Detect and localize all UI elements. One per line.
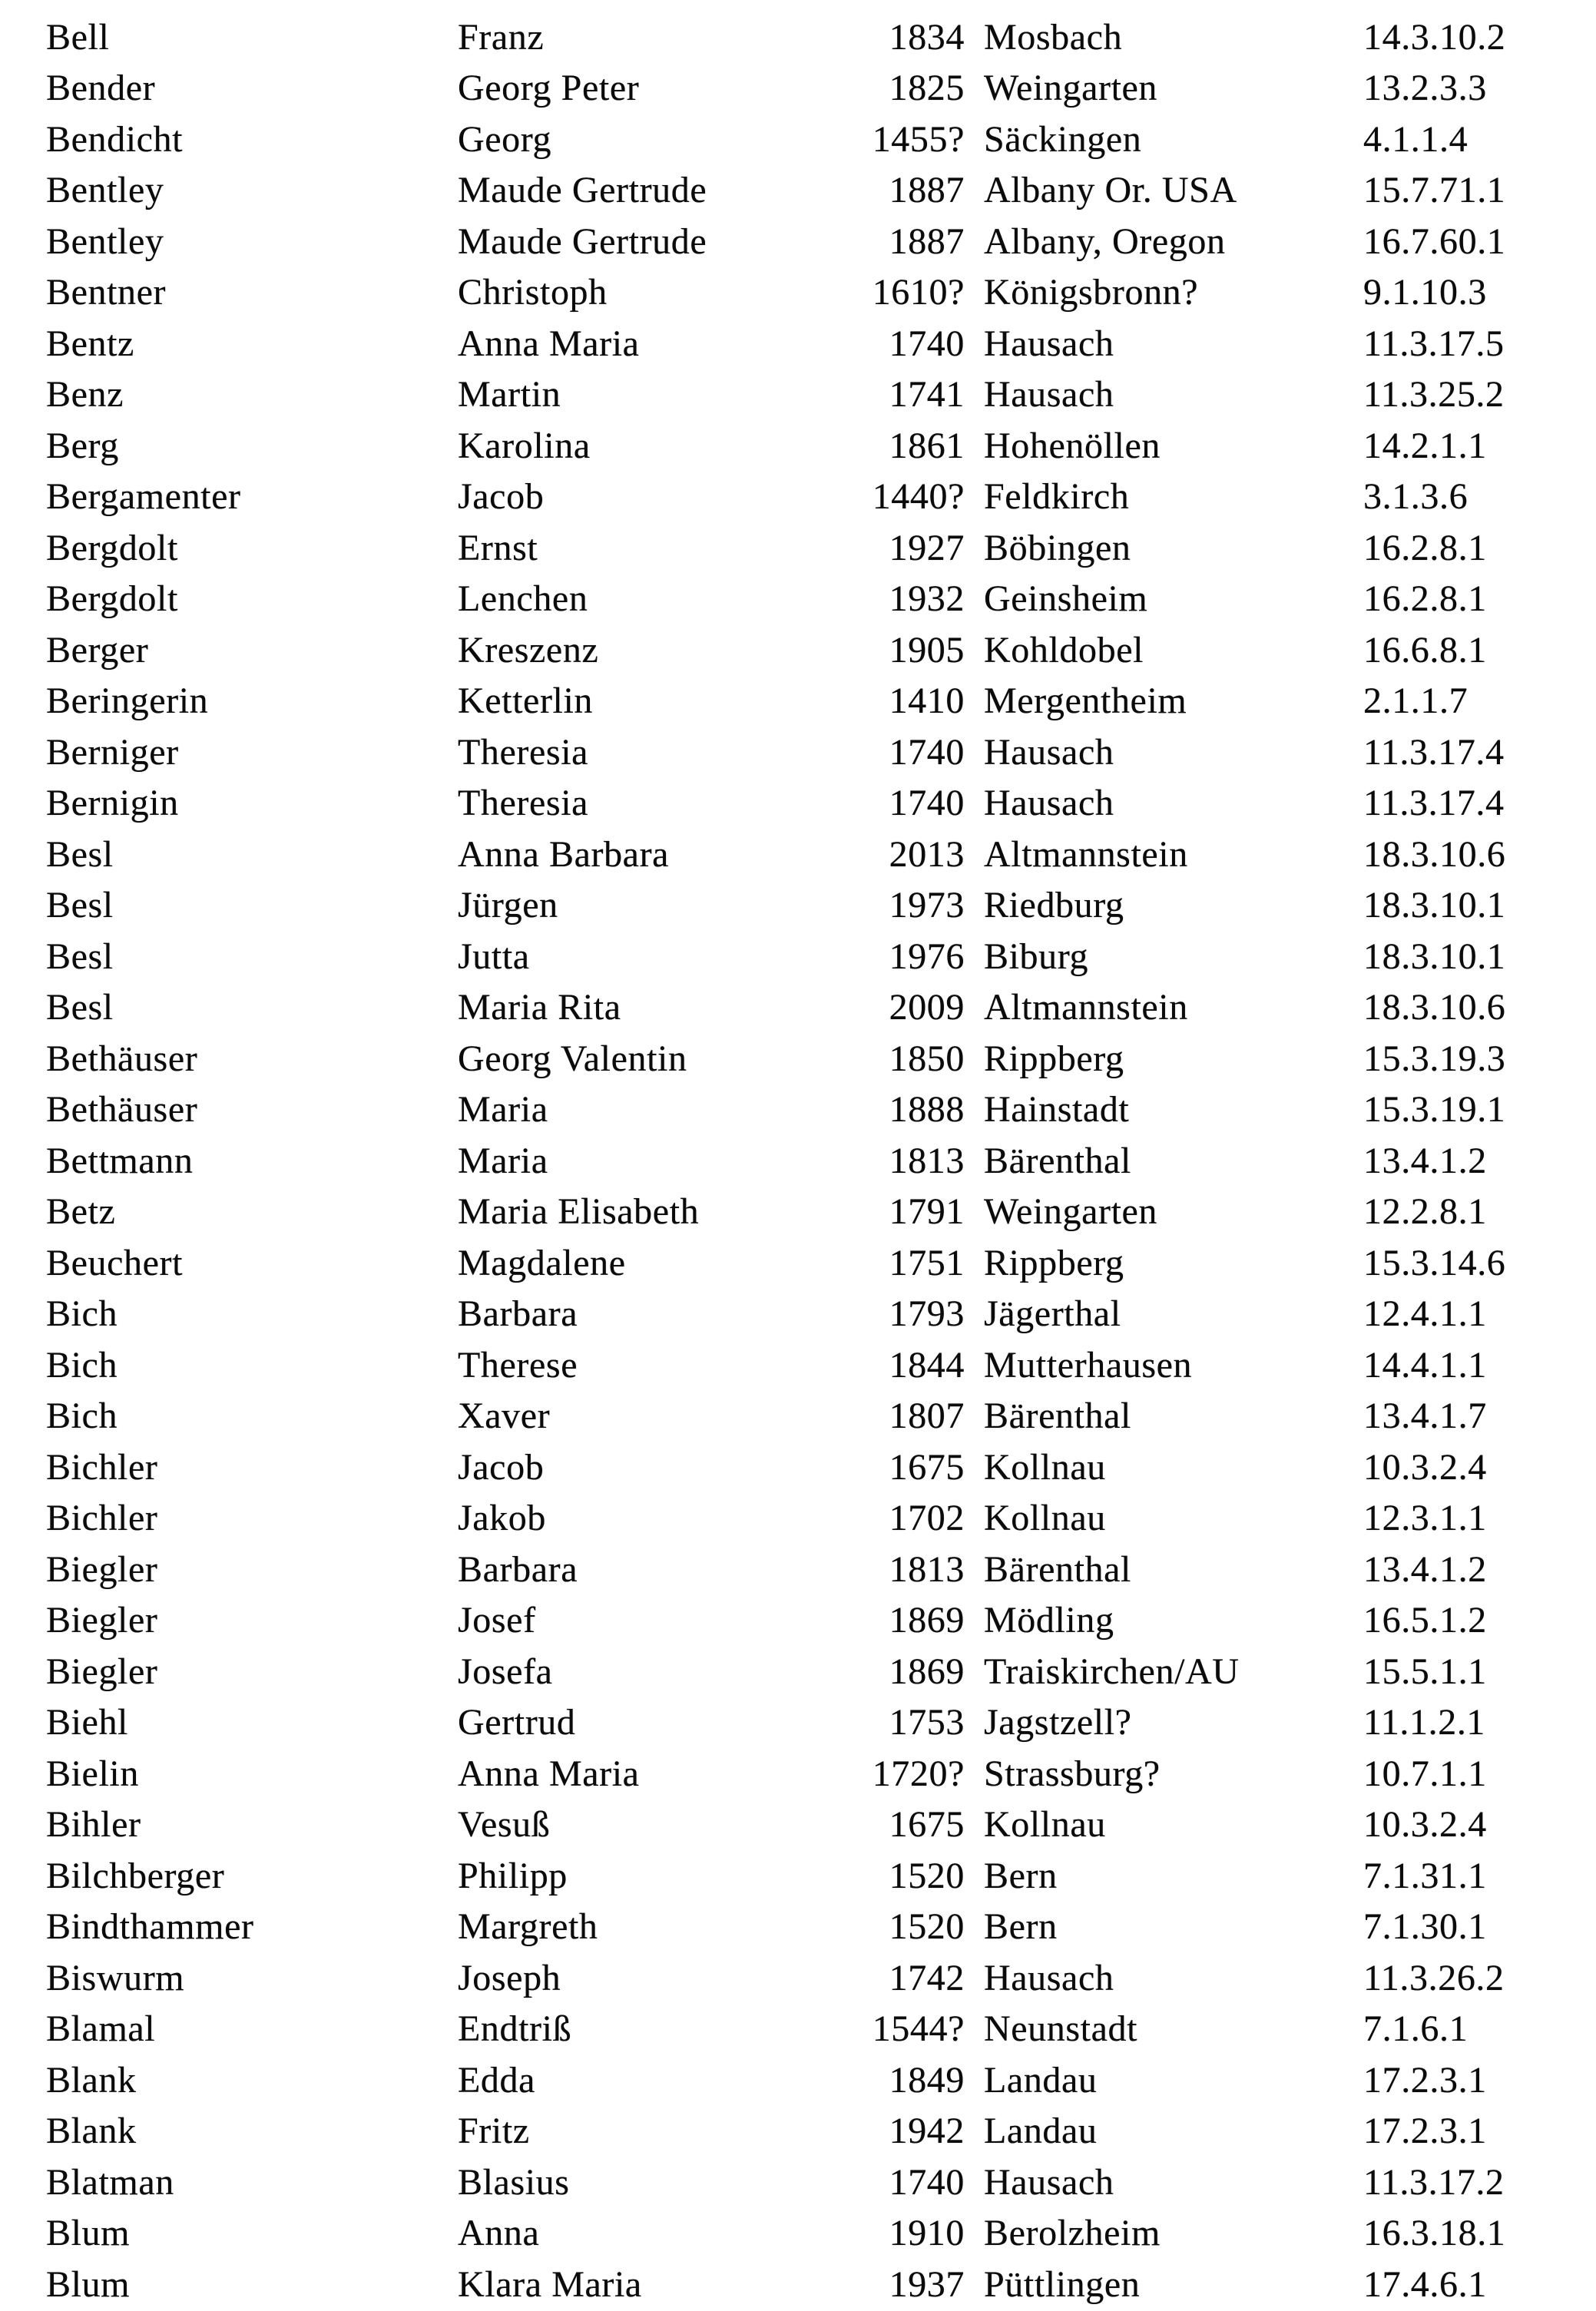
- reference-cell: 16.6.8.1: [1363, 629, 1487, 670]
- surname-cell: Biegler: [46, 1600, 158, 1641]
- year-cell: 1888: [889, 1089, 965, 1131]
- firstname-cell: Anna Maria: [458, 323, 640, 364]
- place-cell: Mödling: [984, 1600, 1114, 1641]
- firstname-cell: Georg: [458, 118, 552, 160]
- year-cell: 1753: [889, 1702, 965, 1743]
- table-row: [0, 1902, 1596, 1953]
- place-cell: Biburg: [984, 935, 1089, 977]
- reference-cell: 17.2.3.1: [1363, 2111, 1487, 2152]
- year-cell: 1440?: [872, 476, 965, 518]
- surname-cell: Blatman: [46, 2161, 174, 2203]
- place-cell: Jägerthal: [984, 1293, 1121, 1335]
- table-row: [0, 165, 1596, 217]
- table-row: [0, 1391, 1596, 1442]
- table-row: [0, 880, 1596, 932]
- place-cell: Geinsheim: [984, 578, 1148, 620]
- reference-cell: 16.2.8.1: [1363, 578, 1487, 620]
- firstname-cell: Theresia: [458, 783, 589, 824]
- year-cell: 1869: [889, 1650, 965, 1692]
- reference-cell: 4.1.1.4: [1363, 118, 1469, 160]
- reference-cell: 11.3.17.4: [1363, 731, 1505, 773]
- place-cell: Jagstzell?: [984, 1702, 1132, 1743]
- surname-cell: Blum: [46, 2263, 131, 2305]
- reference-cell: 11.3.17.5: [1363, 323, 1505, 364]
- firstname-cell: Maude Gertrude: [458, 170, 707, 211]
- firstname-cell: Klara Maria: [458, 2263, 642, 2305]
- surname-cell: Bendicht: [46, 118, 184, 160]
- reference-cell: 11.3.17.4: [1363, 783, 1505, 824]
- place-cell: Feldkirch: [984, 476, 1130, 518]
- table-row: [0, 727, 1596, 778]
- firstname-cell: Georg Peter: [458, 68, 640, 109]
- table-row: [0, 676, 1596, 727]
- place-cell: Bärenthal: [984, 1548, 1131, 1590]
- year-cell: 1927: [889, 527, 965, 568]
- surname-cell: Bentley: [46, 220, 164, 262]
- reference-cell: 13.4.1.7: [1363, 1396, 1487, 1437]
- place-cell: Riedburg: [984, 885, 1124, 926]
- surname-cell: Bethäuser: [46, 1089, 198, 1131]
- surname-cell: Berg: [46, 425, 119, 466]
- year-cell: 1520: [889, 1855, 965, 1896]
- place-cell: Bern: [984, 1855, 1058, 1896]
- surname-cell: Berniger: [46, 731, 179, 773]
- firstname-cell: Ernst: [458, 527, 538, 568]
- reference-cell: 11.1.2.1: [1363, 1702, 1486, 1743]
- table-row: [0, 522, 1596, 574]
- table-row: [0, 267, 1596, 319]
- place-cell: Hausach: [984, 731, 1114, 773]
- year-cell: 2009: [889, 987, 965, 1028]
- firstname-cell: Franz: [458, 16, 545, 58]
- table-row: [0, 624, 1596, 676]
- reference-cell: 14.2.1.1: [1363, 425, 1487, 466]
- reference-cell: 12.3.1.1: [1363, 1498, 1487, 1539]
- year-cell: 1740: [889, 783, 965, 824]
- surname-cell: Bihler: [46, 1804, 141, 1846]
- year-cell: 1791: [889, 1191, 965, 1233]
- firstname-cell: Edda: [458, 2059, 536, 2101]
- year-cell: 1844: [889, 1344, 965, 1386]
- year-cell: 1825: [889, 68, 965, 109]
- surname-cell: Besl: [46, 987, 114, 1028]
- table-row: [0, 420, 1596, 472]
- surname-cell: Bentz: [46, 323, 134, 364]
- table-row: [0, 1697, 1596, 1749]
- firstname-cell: Therese: [458, 1344, 578, 1386]
- year-cell: 1887: [889, 220, 965, 262]
- table-row: [0, 2106, 1596, 2157]
- surname-cell: Blum: [46, 2213, 131, 2254]
- firstname-cell: Margreth: [458, 1906, 598, 1948]
- place-cell: Kollnau: [984, 1446, 1106, 1488]
- reference-cell: 13.4.1.2: [1363, 1140, 1487, 1181]
- table-row: [0, 2157, 1596, 2208]
- firstname-cell: Barbara: [458, 1293, 578, 1335]
- reference-cell: 11.3.17.2: [1363, 2161, 1505, 2203]
- place-cell: Altmannstein: [984, 833, 1188, 875]
- year-cell: 1751: [889, 1242, 965, 1283]
- firstname-cell: Christoph: [458, 272, 608, 313]
- year-cell: 1813: [889, 1548, 965, 1590]
- table-row: [0, 2208, 1596, 2260]
- table-row: [0, 369, 1596, 421]
- year-cell: 1910: [889, 2213, 965, 2254]
- place-cell: Landau: [984, 2111, 1098, 2152]
- place-cell: Traiskirchen/AU: [984, 1650, 1240, 1692]
- table-row: [0, 1748, 1596, 1799]
- place-cell: Mosbach: [984, 16, 1123, 58]
- year-cell: 1675: [889, 1804, 965, 1846]
- firstname-cell: Jakob: [458, 1498, 546, 1539]
- reference-cell: 14.4.1.1: [1363, 1344, 1487, 1386]
- place-cell: Neunstadt: [984, 2008, 1138, 2050]
- table-row: [0, 2054, 1596, 2106]
- surname-cell: Bergdolt: [46, 578, 178, 620]
- table-row: [0, 1595, 1596, 1647]
- table-row: [0, 1646, 1596, 1697]
- reference-cell: 18.3.10.6: [1363, 987, 1506, 1028]
- firstname-cell: Ketterlin: [458, 680, 594, 722]
- firstname-cell: Maria Elisabeth: [458, 1191, 700, 1233]
- year-cell: 1973: [889, 885, 965, 926]
- surname-cell: Bilchberger: [46, 1855, 225, 1896]
- year-cell: 1932: [889, 578, 965, 620]
- year-cell: 1834: [889, 16, 965, 58]
- surname-cell: Blamal: [46, 2008, 156, 2050]
- year-cell: 1869: [889, 1600, 965, 1641]
- reference-cell: 13.4.1.2: [1363, 1548, 1487, 1590]
- surname-cell: Blank: [46, 2111, 137, 2152]
- place-cell: Hohenöllen: [984, 425, 1161, 466]
- surname-cell: Bich: [46, 1396, 118, 1437]
- firstname-cell: Martin: [458, 374, 561, 416]
- reference-cell: 12.4.1.1: [1363, 1293, 1487, 1335]
- place-cell: Landau: [984, 2059, 1098, 2101]
- table-row: [0, 1135, 1596, 1187]
- reference-cell: 15.3.19.1: [1363, 1089, 1506, 1131]
- surname-cell: Bentley: [46, 170, 164, 211]
- year-cell: 1905: [889, 629, 965, 670]
- place-cell: Hausach: [984, 323, 1114, 364]
- surname-cell: Berger: [46, 629, 149, 670]
- reference-cell: 18.3.10.6: [1363, 833, 1506, 875]
- surname-cell: Biegler: [46, 1548, 158, 1590]
- surname-cell: Bernigin: [46, 783, 179, 824]
- place-cell: Bärenthal: [984, 1396, 1131, 1437]
- surname-cell: Bender: [46, 68, 156, 109]
- reference-cell: 10.7.1.1: [1363, 1753, 1487, 1794]
- reference-cell: 12.2.8.1: [1363, 1191, 1487, 1233]
- surname-cell: Betz: [46, 1191, 116, 1233]
- firstname-cell: Georg Valentin: [458, 1038, 687, 1079]
- year-cell: 1410: [889, 680, 965, 722]
- firstname-cell: Maude Gertrude: [458, 220, 707, 262]
- table-row: [0, 1544, 1596, 1595]
- surname-cell: Bentner: [46, 272, 167, 313]
- place-cell: Königsbronn?: [984, 272, 1199, 313]
- year-cell: 1742: [889, 1957, 965, 1998]
- place-cell: Hainstadt: [984, 1089, 1130, 1131]
- firstname-cell: Theresia: [458, 731, 589, 773]
- table-row: [0, 1339, 1596, 1391]
- firstname-cell: Maria: [458, 1089, 548, 1131]
- firstname-cell: Karolina: [458, 425, 591, 466]
- firstname-cell: Jutta: [458, 935, 530, 977]
- place-cell: Hausach: [984, 783, 1114, 824]
- surname-cell: Biehl: [46, 1702, 128, 1743]
- firstname-cell: Gertrud: [458, 1702, 576, 1743]
- surname-cell: Besl: [46, 833, 114, 875]
- year-cell: 1740: [889, 2161, 965, 2203]
- table-row: [0, 1084, 1596, 1136]
- reference-cell: 16.7.60.1: [1363, 220, 1506, 262]
- surname-cell: Beuchert: [46, 1242, 184, 1283]
- firstname-cell: Xaver: [458, 1396, 551, 1437]
- place-cell: Rippberg: [984, 1242, 1124, 1283]
- firstname-cell: Anna Maria: [458, 1753, 640, 1794]
- firstname-cell: Anna: [458, 2213, 540, 2254]
- year-cell: 1610?: [872, 272, 965, 313]
- place-cell: Weingarten: [984, 68, 1158, 109]
- year-cell: 1937: [889, 2263, 965, 2305]
- year-cell: 1976: [889, 935, 965, 977]
- surname-cell: Bethäuser: [46, 1038, 198, 1079]
- place-cell: Hausach: [984, 374, 1114, 416]
- firstname-cell: Jacob: [458, 476, 545, 518]
- table-row: [0, 1493, 1596, 1545]
- year-cell: 1702: [889, 1498, 965, 1539]
- firstname-cell: Maria: [458, 1140, 548, 1181]
- place-cell: Kollnau: [984, 1804, 1106, 1846]
- year-cell: 1793: [889, 1293, 965, 1335]
- reference-cell: 10.3.2.4: [1363, 1446, 1487, 1488]
- firstname-cell: Magdalene: [458, 1242, 626, 1283]
- table-row: [0, 2259, 1596, 2310]
- reference-cell: 16.2.8.1: [1363, 527, 1487, 568]
- firstname-cell: Jacob: [458, 1446, 545, 1488]
- year-cell: 1849: [889, 2059, 965, 2101]
- surname-cell: Bell: [46, 16, 110, 58]
- reference-cell: 15.7.71.1: [1363, 170, 1506, 211]
- reference-cell: 11.3.25.2: [1363, 374, 1505, 416]
- place-cell: Albany Or. USA: [984, 170, 1237, 211]
- year-cell: 1740: [889, 323, 965, 364]
- reference-cell: 15.5.1.1: [1363, 1650, 1487, 1692]
- table-row: [0, 1289, 1596, 1340]
- table-row: [0, 1442, 1596, 1493]
- reference-cell: 10.3.2.4: [1363, 1804, 1487, 1846]
- surname-cell: Bergdolt: [46, 527, 178, 568]
- firstname-cell: Kreszenz: [458, 629, 599, 670]
- place-cell: Bärenthal: [984, 1140, 1131, 1181]
- surname-cell: Bielin: [46, 1753, 139, 1794]
- reference-cell: 18.3.10.1: [1363, 935, 1506, 977]
- surname-cell: Blank: [46, 2059, 137, 2101]
- year-cell: 1520: [889, 1906, 965, 1948]
- reference-cell: 14.3.10.2: [1363, 16, 1506, 58]
- firstname-cell: Lenchen: [458, 578, 588, 620]
- reference-cell: 15.3.14.6: [1363, 1242, 1506, 1283]
- firstname-cell: Jürgen: [458, 885, 558, 926]
- reference-cell: 17.2.3.1: [1363, 2059, 1487, 2101]
- firstname-cell: Josefa: [458, 1650, 553, 1692]
- place-cell: Rippberg: [984, 1038, 1124, 1079]
- firstname-cell: Vesuß: [458, 1804, 551, 1846]
- place-cell: Püttlingen: [984, 2263, 1141, 2305]
- place-cell: Böbingen: [984, 527, 1131, 568]
- place-cell: Kollnau: [984, 1498, 1106, 1539]
- firstname-cell: Josef: [458, 1600, 536, 1641]
- table-row: [0, 472, 1596, 523]
- place-cell: Kohldobel: [984, 629, 1144, 670]
- table-row: [0, 1187, 1596, 1238]
- place-cell: Altmannstein: [984, 987, 1188, 1028]
- place-cell: Strassburg?: [984, 1753, 1161, 1794]
- year-cell: 1455?: [872, 118, 965, 160]
- place-cell: Mutterhausen: [984, 1344, 1193, 1386]
- reference-cell: 16.3.18.1: [1363, 2213, 1506, 2254]
- table-row: [0, 63, 1596, 114]
- firstname-cell: Joseph: [458, 1957, 561, 1998]
- table-row: [0, 1237, 1596, 1289]
- table-row: [0, 318, 1596, 369]
- surname-cell: Bich: [46, 1293, 118, 1335]
- reference-cell: 18.3.10.1: [1363, 885, 1506, 926]
- reference-cell: 2.1.1.7: [1363, 680, 1469, 722]
- surname-cell: Benz: [46, 374, 124, 416]
- year-cell: 1942: [889, 2111, 965, 2152]
- place-cell: Hausach: [984, 2161, 1114, 2203]
- reference-cell: 7.1.31.1: [1363, 1855, 1487, 1896]
- firstname-cell: Barbara: [458, 1548, 578, 1590]
- firstname-cell: Fritz: [458, 2111, 530, 2152]
- table-row: [0, 1850, 1596, 1902]
- year-cell: 1887: [889, 170, 965, 211]
- table-row: [0, 114, 1596, 165]
- surname-cell: Bichler: [46, 1446, 158, 1488]
- firstname-cell: Blasius: [458, 2161, 570, 2203]
- place-cell: Bern: [984, 1906, 1058, 1948]
- table-row: [0, 12, 1596, 63]
- surname-cell: Bindthammer: [46, 1906, 254, 1948]
- year-cell: 1741: [889, 374, 965, 416]
- place-cell: Weingarten: [984, 1191, 1158, 1233]
- year-cell: 1813: [889, 1140, 965, 1181]
- firstname-cell: Endtriß: [458, 2008, 572, 2050]
- reference-cell: 13.2.3.3: [1363, 68, 1487, 109]
- surname-cell: Bergamenter: [46, 476, 241, 518]
- table-row: [0, 1952, 1596, 2004]
- year-cell: 1861: [889, 425, 965, 466]
- surname-cell: Biswurm: [46, 1957, 185, 1998]
- reference-cell: 9.1.10.3: [1363, 272, 1487, 313]
- year-cell: 1544?: [872, 2008, 965, 2050]
- reference-cell: 16.5.1.2: [1363, 1600, 1487, 1641]
- table-row: [0, 931, 1596, 982]
- firstname-cell: Anna Barbara: [458, 833, 670, 875]
- table-row: [0, 1033, 1596, 1084]
- table-row: [0, 829, 1596, 880]
- surname-cell: Beringerin: [46, 680, 209, 722]
- table-row: [0, 574, 1596, 625]
- surname-cell: Bettmann: [46, 1140, 194, 1181]
- firstname-cell: Maria Rita: [458, 987, 621, 1028]
- reference-cell: 3.1.3.6: [1363, 476, 1469, 518]
- year-cell: 1740: [889, 731, 965, 773]
- reference-cell: 15.3.19.3: [1363, 1038, 1506, 1079]
- table-row: [0, 778, 1596, 829]
- year-cell: 1720?: [872, 1753, 965, 1794]
- firstname-cell: Philipp: [458, 1855, 568, 1896]
- place-cell: Mergentheim: [984, 680, 1187, 722]
- table-row: [0, 982, 1596, 1034]
- place-cell: Albany, Oregon: [984, 220, 1226, 262]
- year-cell: 2013: [889, 833, 965, 875]
- surname-cell: Biegler: [46, 1650, 158, 1692]
- place-cell: Hausach: [984, 1957, 1114, 1998]
- place-cell: Berolzheim: [984, 2213, 1161, 2254]
- table-row: [0, 216, 1596, 267]
- surname-cell: Besl: [46, 885, 114, 926]
- place-cell: Säckingen: [984, 118, 1142, 160]
- reference-cell: 7.1.30.1: [1363, 1906, 1487, 1948]
- reference-cell: 7.1.6.1: [1363, 2008, 1469, 2050]
- surname-cell: Besl: [46, 935, 114, 977]
- year-cell: 1675: [889, 1446, 965, 1488]
- table-row: [0, 1799, 1596, 1851]
- reference-cell: 11.3.26.2: [1363, 1957, 1505, 1998]
- reference-cell: 17.4.6.1: [1363, 2263, 1487, 2305]
- surname-cell: Bich: [46, 1344, 118, 1386]
- year-cell: 1807: [889, 1396, 965, 1437]
- year-cell: 1850: [889, 1038, 965, 1079]
- surname-cell: Bichler: [46, 1498, 158, 1539]
- table-row: [0, 2004, 1596, 2055]
